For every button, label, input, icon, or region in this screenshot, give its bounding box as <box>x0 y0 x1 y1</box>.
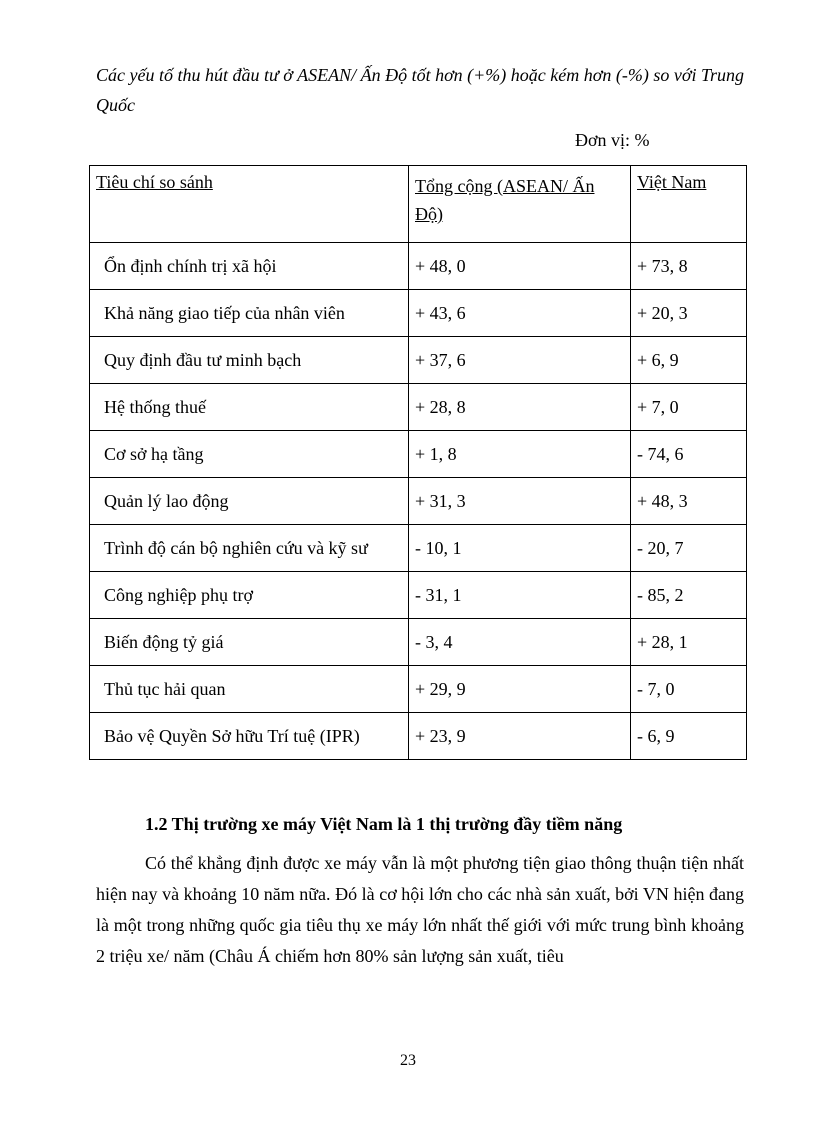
cell-vietnam: + 48, 3 <box>631 478 747 525</box>
paragraph-text: Có thể khẳng định được xe máy vẫn là một phương tiện giao thông thuận tiện nhất hiện nay và khoảng 10 năm nữa. Đó là cơ hội lớn cho các nhà sản xuất, bởi VN hiện đang là một trong những quốc gia tiêu thụ xe máy lớn nhất thế giới với mức trung bình khoảng 2 triệu xe/ năm (Châu Á chiếm hơn 80% sản lượng sản xuất, tiêu <box>96 853 744 966</box>
table-row <box>90 525 747 572</box>
cell-vietnam: + 73, 8 <box>631 243 747 290</box>
cell-total: - 3, 4 <box>409 619 631 666</box>
page-number: 23 <box>400 1052 416 1069</box>
cell-criterion: Trình độ cán bộ nghiên cứu và kỹ sư <box>90 525 409 572</box>
cell-criterion: Quản lý lao động <box>90 478 409 525</box>
cell-criterion: Bảo vệ Quyền Sở hữu Trí tuệ (IPR) <box>90 713 409 760</box>
table-row <box>90 384 747 431</box>
body-paragraph <box>96 848 744 972</box>
cell-total: + 31, 3 <box>409 478 631 525</box>
table-caption: Các yếu tố thu hút đầu tư ở ASEAN/ Ấn Độ tốt hơn (+%) hoặc kém hơn (-%) so với Trung Quốc <box>96 65 744 115</box>
cell-vietnam: - 20, 7 <box>631 525 747 572</box>
table-row <box>90 619 747 666</box>
cell-total: + 29, 9 <box>409 666 631 713</box>
table-row <box>90 478 747 525</box>
cell-criterion: Thủ tục hải quan <box>90 666 409 713</box>
table-row <box>90 337 747 384</box>
cell-total: + 43, 6 <box>409 290 631 337</box>
unit-label: Đơn vị: % <box>575 130 650 150</box>
table-header-row <box>90 166 747 243</box>
table-row <box>90 572 747 619</box>
section-heading: 1.2 Thị trường xe máy Việt Nam là 1 thị trường đầy tiềm năng <box>145 814 623 834</box>
cell-total: + 37, 6 <box>409 337 631 384</box>
cell-total: + 48, 0 <box>409 243 631 290</box>
cell-total: - 31, 1 <box>409 572 631 619</box>
cell-vietnam: - 6, 9 <box>631 713 747 760</box>
cell-criterion: Khả năng giao tiếp của nhân viên <box>90 290 409 337</box>
cell-total: + 28, 8 <box>409 384 631 431</box>
cell-vietnam: + 7, 0 <box>631 384 747 431</box>
cell-vietnam: - 85, 2 <box>631 572 747 619</box>
cell-vietnam: - 7, 0 <box>631 666 747 713</box>
cell-criterion: Quy định đầu tư minh bạch <box>90 337 409 384</box>
header-criterion: Tiêu chí so sánh <box>90 166 409 243</box>
cell-vietnam: + 28, 1 <box>631 619 747 666</box>
cell-criterion: Cơ sở hạ tầng <box>90 431 409 478</box>
cell-vietnam: - 74, 6 <box>631 431 747 478</box>
cell-total: - 10, 1 <box>409 525 631 572</box>
table-row <box>90 290 747 337</box>
cell-total: + 23, 9 <box>409 713 631 760</box>
cell-criterion: Ổn định chính trị xã hội <box>90 243 409 290</box>
table-row <box>90 713 747 760</box>
header-total: Tổng cộng (ASEAN/ Ấn Độ) <box>409 166 631 243</box>
cell-criterion: Công nghiệp phụ trợ <box>90 572 409 619</box>
header-vietnam: Việt Nam <box>631 166 747 243</box>
table-row <box>90 666 747 713</box>
table-body <box>90 243 747 760</box>
cell-vietnam: + 20, 3 <box>631 290 747 337</box>
cell-criterion: Hệ thống thuế <box>90 384 409 431</box>
comparison-table <box>89 165 747 760</box>
table-row <box>90 243 747 290</box>
table-row <box>90 431 747 478</box>
cell-criterion: Biến động tỷ giá <box>90 619 409 666</box>
cell-vietnam: + 6, 9 <box>631 337 747 384</box>
cell-total: + 1, 8 <box>409 431 631 478</box>
